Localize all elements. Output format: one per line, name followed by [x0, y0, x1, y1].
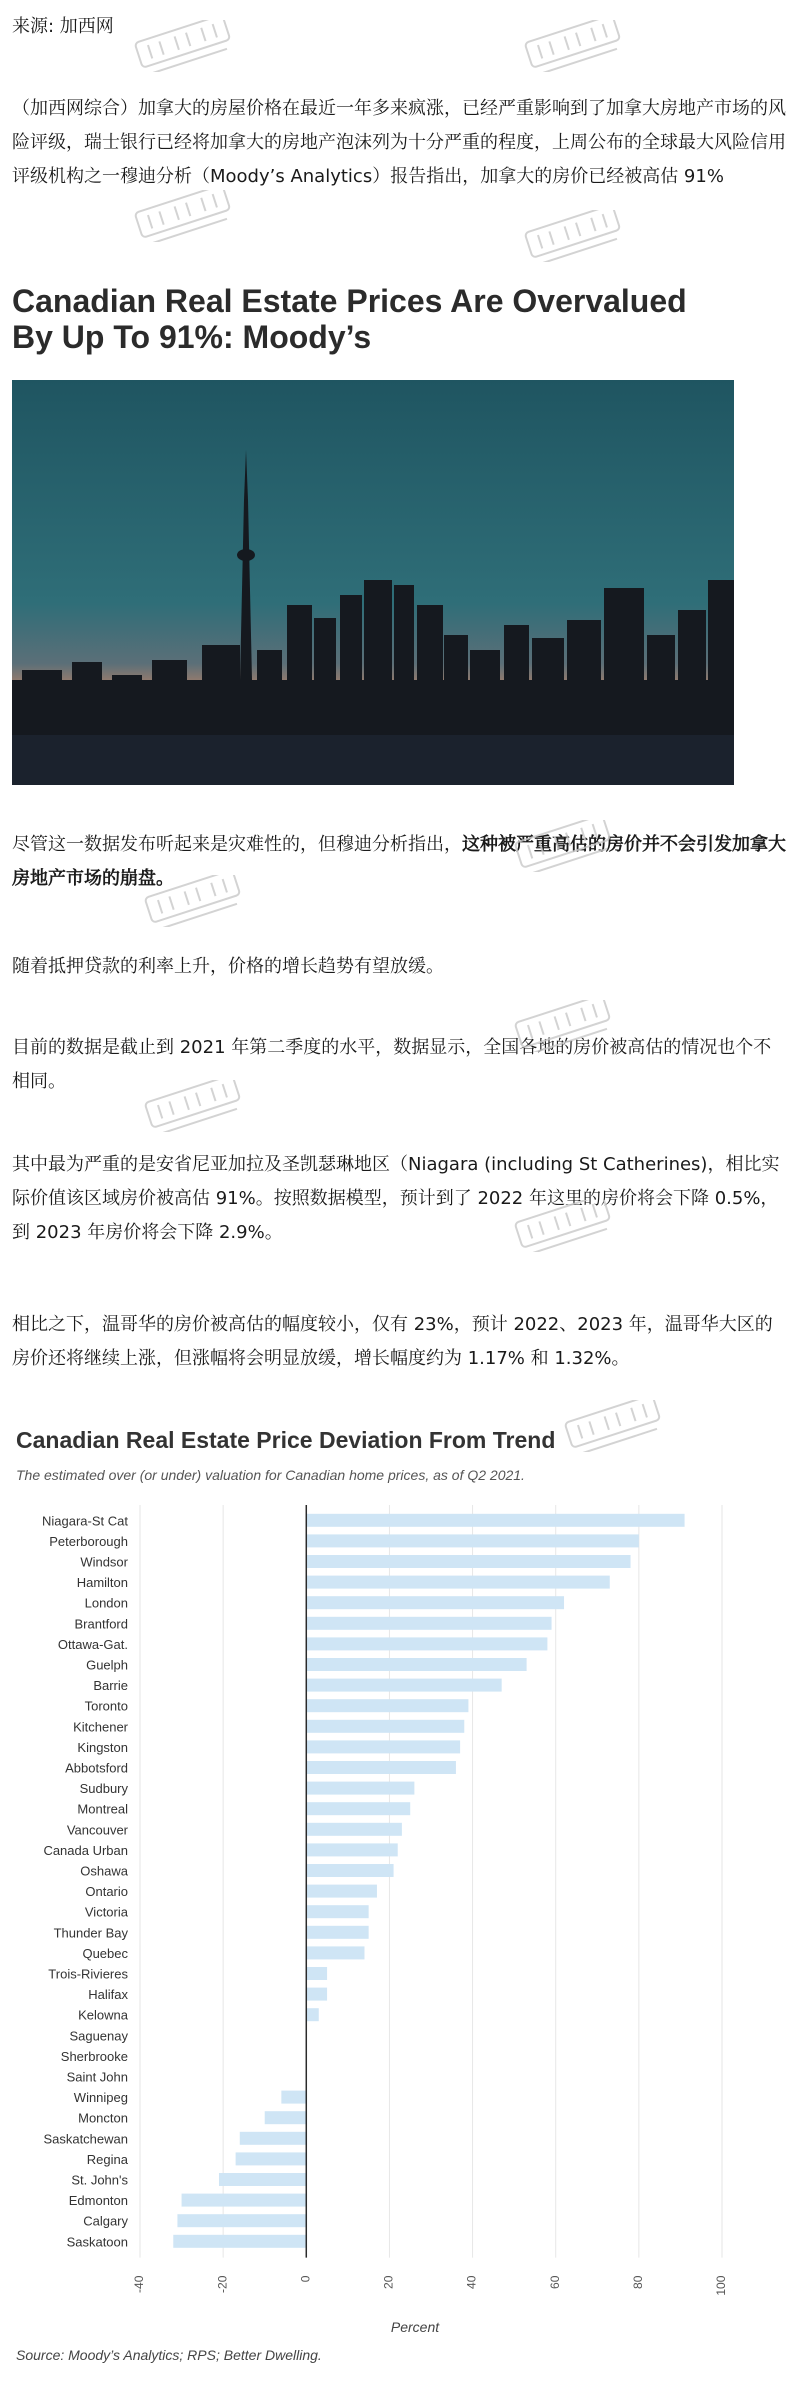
bar	[306, 1823, 402, 1836]
paragraph-bold-text: 这种被严重高估的房价并不会引发加拿大房地产市场的崩盘。	[12, 834, 786, 889]
bar	[306, 1926, 368, 1939]
bar	[306, 1534, 639, 1547]
bar	[182, 2194, 307, 2207]
bar	[236, 2152, 307, 2165]
bar	[306, 1637, 547, 1650]
bar	[306, 1843, 397, 1856]
category-label: Regina	[86, 2151, 128, 2167]
price-deviation-bar-chart	[0, 1495, 800, 2345]
paragraph-vancouver: 相比之下，温哥华的房价被高估的幅度较小，仅有 23%，预计 2022、2023 年，温哥华大区的房价还将继续上涨，但涨幅将会明显放缓，增长幅度约为 1.17% 和 1.32%。	[12, 1314, 773, 1369]
x-tick-label: 80	[631, 2275, 646, 2289]
category-label: St. John's	[71, 2172, 128, 2188]
source-line: 来源: 加西网	[12, 16, 114, 37]
category-label: Oshawa	[80, 1863, 128, 1879]
bar	[306, 1946, 364, 1959]
category-label: Victoria	[84, 1904, 128, 1920]
chart-title: Canadian Real Estate Price Deviation From Trend	[16, 1427, 556, 1453]
bar	[306, 1802, 410, 1815]
bar	[306, 1699, 468, 1712]
paragraph-q2-data: 目前的数据是截止到 2021 年第二季度的水平，数据显示，全国各地的房价被高估的情况也个不相同。	[12, 1037, 772, 1092]
bar	[173, 2235, 306, 2248]
category-label: Saskatchewan	[43, 2131, 128, 2147]
skyline-illustration	[12, 380, 734, 785]
category-label: Canada Urban	[43, 1842, 128, 1858]
category-label: Trois-Rivieres	[48, 1966, 128, 1982]
toronto-skyline-photo	[12, 380, 734, 785]
category-label: Kelowna	[78, 2007, 128, 2023]
x-tick-label: -20	[215, 2275, 230, 2293]
category-label: Niagara-St Cat	[42, 1513, 128, 1529]
x-tick-label: -40	[132, 2275, 147, 2293]
category-label: Moncton	[78, 2110, 128, 2126]
bar	[306, 1761, 456, 1774]
category-label: London	[84, 1595, 128, 1611]
category-label: Barrie	[93, 1678, 128, 1694]
category-label: Saguenay	[69, 2028, 128, 2044]
category-label: Guelph	[86, 1657, 128, 1673]
category-label: Vancouver	[66, 1822, 128, 1838]
category-label: Thunder Bay	[53, 1925, 128, 1941]
paragraph-collapse-note	[12, 828, 788, 896]
bar	[306, 1864, 393, 1877]
watermark-logo	[520, 210, 628, 262]
x-tick-label: 40	[464, 2275, 479, 2289]
bar	[265, 2111, 307, 2124]
category-label: Abbotsford	[65, 1760, 128, 1776]
bar	[306, 1720, 464, 1733]
bar	[306, 2008, 318, 2021]
paragraph-normal-text: 尽管这一数据发布听起来是灾难性的，但穆迪分析指出，	[12, 834, 462, 855]
chart-subtitle: The estimated over (or under) valuation for Canadian home prices, as of Q2 2021.	[16, 1467, 525, 1483]
x-tick-labels	[132, 2275, 728, 2295]
chart-source: Source: Moody’s Analytics; RPS; Better Dwelling.	[16, 2347, 322, 2363]
bar	[306, 1782, 414, 1795]
x-axis-label: Percent	[390, 2319, 440, 2335]
category-label: Montreal	[77, 1801, 128, 1817]
bar	[306, 1596, 564, 1609]
paragraph-niagara: 其中最为严重的是安省尼亚加拉及圣凯瑟琳地区（Niagara (including St Catherines)，相比实际价值该区域房价被高估 91%。按照数据模型，预计到了 2022 年这里的房价将会下降 0.5%，到 2023 年房价将会下降 2.9%。	[12, 1154, 780, 1243]
category-label: Halifax	[88, 1987, 128, 2003]
bar	[177, 2214, 306, 2227]
category-label: Edmonton	[68, 2193, 128, 2209]
bar	[306, 1679, 501, 1692]
article-headline: Canadian Real Estate Prices Are Overvalued By Up To 91%: Moody’s	[12, 283, 687, 355]
category-label: Sherbrooke	[60, 2048, 128, 2064]
bar	[306, 1514, 684, 1527]
bar	[240, 2132, 307, 2145]
paragraph-interest-rates: 随着抵押贷款的利率上升，价格的增长趋势有望放缓。	[12, 956, 444, 977]
bars	[173, 1514, 684, 2248]
bar	[306, 1576, 609, 1589]
x-tick-label: 60	[547, 2275, 562, 2289]
category-label: Kitchener	[73, 1719, 128, 1735]
bar	[306, 1885, 377, 1898]
bar	[281, 2091, 306, 2104]
x-tick-label: 20	[381, 2275, 396, 2289]
x-tick-label: 0	[298, 2275, 313, 2283]
category-label: Peterborough	[49, 1533, 128, 1549]
bar	[306, 1617, 551, 1630]
bar	[306, 1658, 526, 1671]
category-label: Ottawa-Gat.	[57, 1636, 128, 1652]
bar	[306, 1967, 327, 1980]
category-label: Quebec	[82, 1945, 128, 1961]
category-label: Winnipeg	[73, 2090, 128, 2106]
intro-paragraph: （加西网综合）加拿大的房屋价格在最近一年多来疯涨，已经严重影响到了加拿大房地产市场的风险评级，瑞士银行已经将加拿大的房地产泡沫列为十分严重的程度，上周公布的全球最大风险信用评级机构之一穆迪分析（Moody’s Analytics）报告指出，加拿大的房价已经被高估 91%	[12, 98, 786, 187]
category-label: Ontario	[85, 1884, 128, 1900]
category-label: Saint John	[66, 2069, 128, 2085]
bar	[306, 1905, 368, 1918]
category-label: Toronto	[84, 1698, 128, 1714]
category-label: Hamilton	[76, 1575, 128, 1591]
category-label: Windsor	[80, 1554, 128, 1570]
x-tick-label: 100	[714, 2275, 729, 2296]
watermark-logo	[130, 190, 238, 242]
category-label: Calgary	[83, 2213, 128, 2229]
category-label: Sudbury	[79, 1781, 128, 1797]
category-label: Brantford	[74, 1616, 128, 1632]
bar	[306, 1988, 327, 2001]
bar	[306, 1555, 630, 1568]
bar	[219, 2173, 306, 2186]
watermark-logo	[560, 1400, 668, 1452]
category-label: Saskatoon	[66, 2234, 128, 2250]
bar	[306, 1740, 460, 1753]
category-labels	[42, 1513, 129, 2249]
category-label: Kingston	[77, 1739, 128, 1755]
